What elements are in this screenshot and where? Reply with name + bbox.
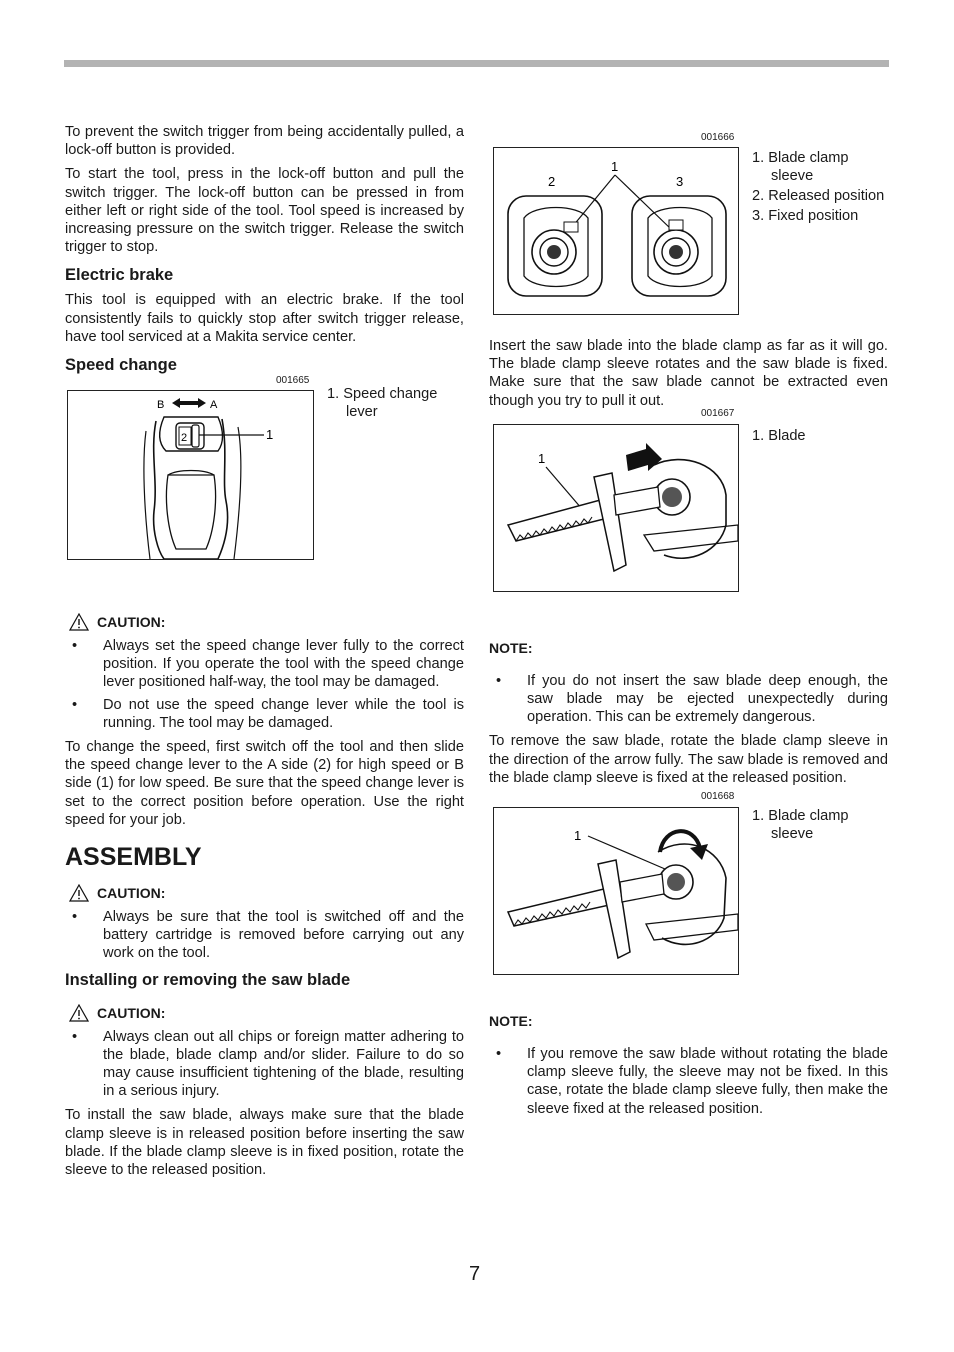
- electric-brake-heading: Electric brake: [65, 266, 174, 285]
- legend-item: 1. Blade clamp sleeve: [752, 808, 849, 843]
- clamp-sleeve-drawing: [494, 808, 738, 974]
- clamp-sleeve-illustration: [493, 807, 739, 975]
- caution-list: [65, 1028, 464, 1101]
- install-paragraph: To install the saw blade, always make sure that the blade clamp sleeve is in released position before inserting the saw blade. If the blade clamp sleeve is in fixed position, rotate the sleeve to the released position.: [65, 1107, 464, 1179]
- note-label: NOTE:: [489, 639, 533, 656]
- speed-change-illustration: [67, 390, 314, 560]
- legend-item: 2. Released position: [752, 188, 885, 204]
- label-3: 3: [676, 174, 684, 189]
- insert-blade-paragraph: Insert the saw blade into the blade clamp as far as it will go. The blade clamp sleeve rotates and the saw blade is fixed. Make sure that the saw blade cannot be extracted even though you try to pull it out.: [489, 338, 888, 409]
- legend-item: 1. Speed change lever: [327, 386, 438, 421]
- figure-legend: [752, 807, 888, 843]
- caution-label: CAUTION:: [97, 1004, 166, 1021]
- figure-legend: [752, 427, 888, 445]
- note-list: [489, 1045, 888, 1118]
- electric-brake-paragraph: This tool is equipped with an electric brake. If the tool consistently fails to quickly stop after switch trigger release, have tool serviced at a Makita service center.: [65, 292, 464, 345]
- figure-code: 001666: [701, 132, 735, 143]
- warning-icon: [69, 1004, 89, 1022]
- figure-legend: [752, 149, 888, 225]
- label-2: 2: [548, 174, 556, 189]
- blade-clamp-illustration: [493, 147, 739, 315]
- figure-code: 001668: [701, 791, 735, 803]
- start-tool-paragraph: To start the tool, press in the lock-off button and pull the switch trigger. The lock-off button can be pressed in from either left or right side of the tool. Tool speed is increased by increasing pressure on the switch trigger. Release the switch trigger to stop.: [65, 166, 464, 256]
- legend-item: 1. Blade clamp sleeve: [752, 150, 849, 184]
- note-item: • If you remove the saw blade without rotating the blade clamp sleeve fully, the sleeve may not be fixed. In this case, rotate the blade clamp sleeve fully, then make the sleeve fixed at the released position.: [489, 1045, 888, 1118]
- label-2: 2: [181, 432, 188, 445]
- remove-blade-paragraph: To remove the saw blade, rotate the blade clamp sleeve in the direction of the arrow fully. The saw blade is removed and the blade clamp sleeve is fixed at the released position.: [489, 733, 888, 786]
- page-number: 7: [469, 1263, 481, 1285]
- legend-item: 3. Fixed position: [752, 208, 859, 224]
- caution-item: • Always clean out all chips or foreign matter adhering to the blade, blade clamp and/or slider. Failure to do so may cause insufficient tightening of the blade, resulting in a serious injury.: [65, 1028, 464, 1101]
- legend-item: 1. Blade: [752, 427, 806, 444]
- label-b: B: [157, 399, 165, 412]
- caution-list: [65, 637, 464, 732]
- install-heading: Installing or removing the saw blade: [65, 970, 351, 989]
- label-1: 1: [538, 450, 546, 466]
- caution-label: CAUTION:: [97, 614, 166, 631]
- caution-header: [69, 884, 464, 902]
- note-list: [489, 672, 888, 727]
- label-a: A: [210, 399, 218, 412]
- figure-legend: [327, 385, 463, 421]
- note-label: NOTE:: [489, 1013, 533, 1030]
- figure-clamp-sleeve: [489, 793, 888, 1013]
- label-1: 1: [611, 159, 619, 174]
- caution-label: CAUTION:: [97, 885, 166, 902]
- figure-code: 001667: [701, 407, 735, 419]
- right-column: [489, 123, 888, 1124]
- note-item: • If you do not insert the saw blade deep enough, the saw blade may be ejected unexpectedly during operation. This can be extremely dangerous.: [489, 672, 888, 727]
- figure-code: 001665: [276, 375, 310, 387]
- speed-change-drawing: [68, 391, 313, 559]
- warning-icon: [69, 613, 89, 631]
- label-1: 1: [574, 828, 582, 844]
- caution-header: [69, 613, 464, 631]
- lock-off-paragraph: To prevent the switch trigger from being accidentally pulled, a lock-off button is provided.: [65, 124, 464, 159]
- caution-header: [69, 1004, 464, 1022]
- blade-clamp-drawing: [494, 148, 738, 314]
- figure-blade: [489, 407, 888, 640]
- label-1: 1: [266, 427, 274, 443]
- left-column: [65, 123, 464, 1185]
- speed-change-paragraph: To change the speed, first switch off the tool and then slide the speed change lever to the A side (2) for high speed or B side (1) for low speed. Be sure that the speed change lever is set to the correct position before operation. Use the right speed for your job.: [65, 739, 464, 828]
- caution-item: • Always be sure that the tool is switched off and the battery cartridge is removed before carrying out any work on the tool.: [65, 908, 464, 963]
- blade-insert-illustration: [493, 424, 739, 592]
- figure-blade-clamp: [489, 123, 888, 337]
- blade-insert-drawing: [494, 425, 738, 591]
- caution-list: [65, 908, 464, 963]
- assembly-heading: ASSEMBLY: [65, 843, 202, 872]
- warning-icon: [69, 884, 89, 902]
- speed-change-heading: Speed change: [65, 356, 177, 375]
- figure-speed-change: [65, 375, 464, 613]
- caution-item: • Always set the speed change lever fully to the correct position. If you operate the tool with the speed change lever positioned half-way, the tool may be damaged.: [65, 637, 464, 692]
- caution-item: • Do not use the speed change lever while the tool is running. The tool may be damaged.: [65, 696, 464, 732]
- header-rule: [64, 60, 889, 67]
